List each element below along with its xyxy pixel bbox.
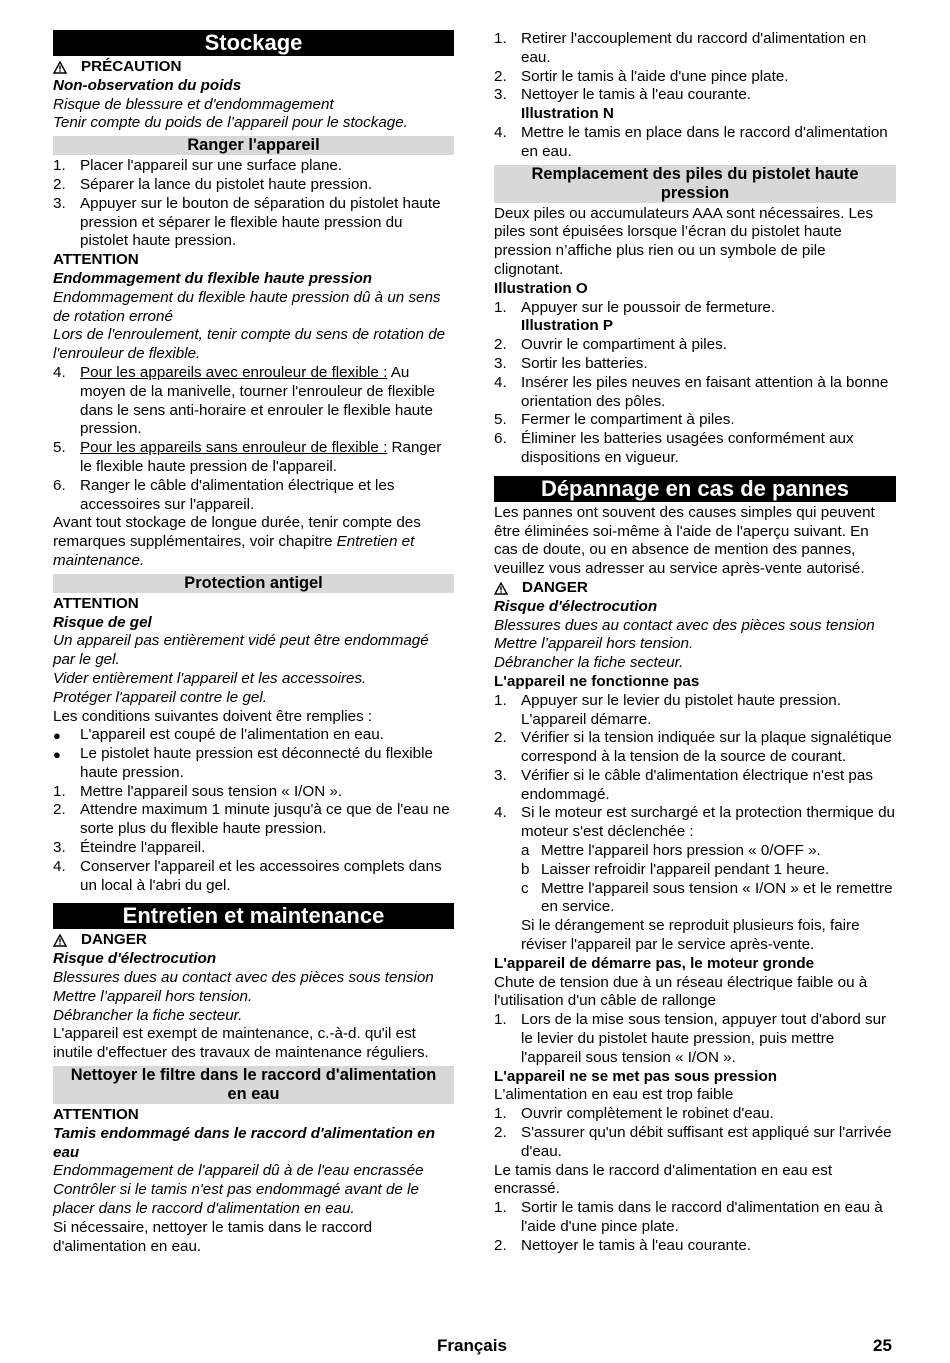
subsection-title-filtre: Nettoyer le filtre dans le raccord d'alimentation en eau <box>53 1066 454 1104</box>
attention-line: Endommagement de l'appareil dû à de l'eau encrassée <box>53 1162 424 1180</box>
right-column <box>494 30 896 1256</box>
warning-triangle-icon <box>53 934 67 947</box>
list-item: 1. Retirer l'accouplement du raccord d'alimentation en eau. <box>494 30 867 66</box>
list-item: 4. Insérer les piles neuves en faisant attention à la bonne orientation des pôles. <box>494 373 889 410</box>
left-column <box>53 30 454 1256</box>
list-item: 5. Pour les appareils sans enrouleur de flexible : Ranger le flexible haute pression de l'appareil. <box>53 439 442 475</box>
attention-line: Un appareil pas entièrement vidé peut être endommagé par le gel. <box>53 632 429 669</box>
footer-language: Français <box>437 1336 507 1355</box>
attention-line: Endommagement du flexible haute pression dû à un sens de rotation erroné <box>53 288 441 325</box>
list-item: 3. Vérifier si le câble d'alimentation électrique n'est pas endommagé. <box>494 766 873 803</box>
antigel-intro: Les conditions suivantes doivent être remplies : <box>53 707 373 725</box>
attention-label: ATTENTION <box>53 594 139 612</box>
list-item: 6. Ranger le câble d'alimentation électrique et les accessoires sur l'appareil. <box>53 476 395 513</box>
list-item: 2. Vérifier si la tension indiquée sur la plaque signalétique correspond à la tension de la source de courant. <box>494 729 892 766</box>
list-item: 3. Sortir les batteries. <box>494 354 648 372</box>
list-item: 5. Fermer le compartiment à piles. <box>494 411 735 429</box>
danger-line: Débrancher la fiche secteur. <box>494 654 684 672</box>
warning-triangle-icon <box>494 582 508 595</box>
danger-label: DANGER <box>53 931 454 950</box>
list-item: 1. Sortir le tamis dans le raccord d'alimentation en eau à l'aide d'une pince plate. <box>494 1199 883 1236</box>
depannage-text: Les pannes ont souvent des causes simples qui peuvent être éliminées soi-même à l'aide de l'aperçu suivant. En cas de doute, ou en absence de mention des pannes, veuillez vous adresser au service après-vente autorisé. <box>494 503 875 578</box>
ranger-note: Avant tout stockage de longue durée, tenir compte des remarques supplémentaires, voir chapitre Entretien et maintenance. <box>53 514 421 569</box>
piles-text: Deux piles ou accumulateurs AAA sont nécessaires. Les piles sont épuisées lorsque l’écran du pistolet haute pression n’affiche plus rien ou un symbole de pile clignotant. <box>494 204 874 278</box>
illustration-ref: Illustration O <box>494 279 588 297</box>
list-item: 2. Séparer la lance du pistolet haute pression. <box>53 175 373 193</box>
filtre-text: Si nécessaire, nettoyer le tamis dans le raccord d'alimentation en eau. <box>53 1218 373 1255</box>
problem-text: L'alimentation en eau est trop faible <box>494 1086 734 1104</box>
attention-heading: Tamis endommagé dans le raccord d'alimentation en eau <box>53 1124 435 1161</box>
list-item: 4. Conserver l'appareil et les accessoires complets dans un local à l'abri du gel. <box>53 857 442 894</box>
warning-triangle-icon <box>53 61 67 74</box>
problem-heading: L'appareil ne fonctionne pas <box>494 672 700 690</box>
list-item: 2. S'assurer qu'un débit suffisant est appliqué sur l'arrivée d'eau. <box>494 1124 892 1160</box>
precaution-line: Tenir compte du poids de l’appareil pour le stockage. <box>53 114 408 132</box>
danger-line: Mettre l’appareil hors tension. <box>494 635 694 653</box>
list-item: 3. Appuyer sur le bouton de séparation du pistolet haute pression et séparer le flexible haute pression du pistolet haute pression. <box>53 194 441 250</box>
attention-label: ATTENTION <box>53 251 139 269</box>
subsection-title-piles: Remplacement des piles du pistolet haute pression <box>494 165 896 203</box>
precaution-heading: Non-observation du poids <box>53 76 242 94</box>
bullet-item: ● Le pistolet haute pression est déconnecté du flexible haute pression. <box>53 745 433 781</box>
page-number: 25 <box>873 1336 892 1355</box>
problem-text: Chute de tension due à un réseau électrique faible ou à l'utilisation d'un câble de rallonge <box>494 973 868 1010</box>
list-item: 3. Nettoyer le tamis à l'eau courante. <box>494 86 751 104</box>
list-item: 1. Ouvrir complètement le robinet d'eau. <box>494 1105 774 1123</box>
attention-line: Lors de l'enroulement, tenir compte du sens de rotation de l'enrouleur de flexible. <box>53 326 446 363</box>
subsection-title-ranger: Ranger l'appareil <box>53 136 454 155</box>
subsection-title-antigel: Protection antigel <box>53 574 454 593</box>
bullet-item: ● L'appareil est coupé de l'alimentation en eau. <box>53 726 454 745</box>
list-item: 4. Si le moteur est surchargé et la protection thermique du moteur s'est déclenchée : <box>494 804 895 841</box>
problem-heading: L'appareil de démarre pas, le moteur gronde <box>494 954 815 972</box>
list-item: 1. Lors de la mise sous tension, appuyer tout d'abord sur le levier du pistolet haute pression, puis mettre l'appareil sous tension « I/ON ». <box>494 1011 887 1066</box>
list-item: 1. Appuyer sur le poussoir de fermeture. <box>494 298 776 316</box>
section-title-stockage: Stockage <box>53 30 454 56</box>
illustration-ref: Illustration P <box>521 317 613 335</box>
sub-list-item: b Laisser refroidir l'appareil pendant 1 heure. <box>521 860 830 878</box>
attention-line: Contrôler si le tamis n'est pas endommagé avant de le placer dans le raccord d'alimentation en eau. <box>53 1181 419 1218</box>
danger-line: Débrancher la fiche secteur. <box>53 1006 243 1024</box>
danger-line: Blessures dues au contact avec des pièces sous tension <box>494 616 875 634</box>
section-title-depannage: Dépannage en cas de pannes <box>494 476 896 502</box>
problem-heading: L'appareil ne se met pas sous pression <box>494 1067 777 1085</box>
bullet-dot-icon: ● <box>53 728 61 744</box>
section-title-entretien: Entretien et maintenance <box>53 903 454 929</box>
danger-label: DANGER <box>494 579 896 598</box>
attention-label: ATTENTION <box>53 1106 139 1124</box>
list-item: 2. Nettoyer le tamis à l'eau courante. <box>494 1236 751 1254</box>
list-item: 6. Éliminer les batteries usagées conformément aux dispositions en vigueur. <box>494 430 854 466</box>
bullet-dot-icon: ● <box>53 747 61 763</box>
danger-heading: Risque d'électrocution <box>53 950 217 968</box>
sub-list-item: a Mettre l'appareil hors pression « 0/OFF ». <box>521 842 821 860</box>
precaution-label: PRÉCAUTION <box>53 58 454 77</box>
list-item: 3. Éteindre l'appareil. <box>53 839 206 857</box>
problem-text: Le tamis dans le raccord d'alimentation en eau est encrassé. <box>494 1161 833 1198</box>
list-item: 4. Mettre le tamis en place dans le raccord d'alimentation en eau. <box>494 123 888 160</box>
list-item: 2. Attendre maximum 1 minute jusqu'à ce que de l'eau ne sorte plus du flexible haute pression. <box>53 801 450 838</box>
list-item: 4. Pour les appareils avec enrouleur de flexible : Au moyen de la manivelle, tourner l'enrouleur de flexible dans le sens anti-horaire et enrouler le flexible haute pression. <box>53 363 435 438</box>
list-item: 2. Sortir le tamis à l'aide d'une pince plate. <box>494 67 789 85</box>
sub-list-item: c Mettre l'appareil sous tension « I/ON » et le remettre en service. <box>521 879 893 916</box>
danger-line: Blessures dues au contact avec des pièces sous tension <box>53 969 434 987</box>
danger-heading: Risque d'électrocution <box>494 597 658 615</box>
attention-heading: Risque de gel <box>53 613 152 631</box>
attention-heading: Endommagement du flexible haute pression <box>53 269 372 287</box>
list-item: 1. Placer l'appareil sur une surface plane. <box>53 157 343 175</box>
problem-note: Si le dérangement se reproduit plusieurs fois, faire réviser l'appareil par le service après-vente. <box>521 917 860 954</box>
list-item: 1. Mettre l'appareil sous tension « I/ON ». <box>53 782 343 800</box>
list-item: 2. Ouvrir le compartiment à piles. <box>494 336 727 354</box>
illustration-ref: Illustration N <box>521 105 614 123</box>
danger-line: Mettre l’appareil hors tension. <box>53 987 253 1005</box>
page-footer <box>0 1336 950 1358</box>
list-item: 1. Appuyer sur le levier du pistolet haute pression. L'appareil démarre. <box>494 691 841 728</box>
attention-line: Protéger l'appareil contre le gel. <box>53 688 267 706</box>
attention-line: Vider entièrement l'appareil et les accessoires. <box>53 669 367 687</box>
precaution-line: Risque de blessure et d'endommagement <box>53 95 334 113</box>
entretien-text: L'appareil est exempt de maintenance, c.-à-d. qu'il est inutile d'effectuer des travaux de maintenance réguliers. <box>53 1025 429 1062</box>
